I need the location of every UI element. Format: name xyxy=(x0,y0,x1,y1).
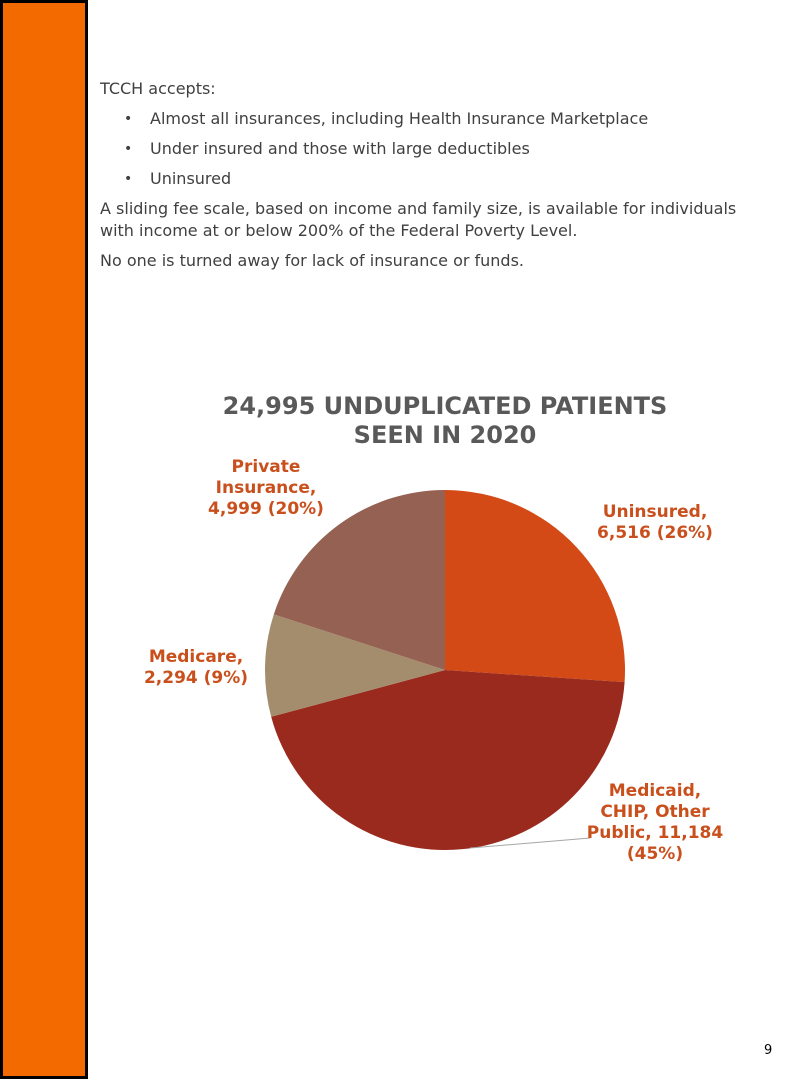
sliding-fee-paragraph: A sliding fee scale, based on income and family size, is available for individuals with income at or below 200% of the Federal Poverty Level. xyxy=(100,199,737,240)
bullet-icon: • xyxy=(124,171,133,187)
data-label-uninsured: Uninsured, 6,516 (26%) xyxy=(597,502,713,543)
pie-slice-uninsured xyxy=(445,490,625,682)
no-one-turned-away: No one is turned away for lack of insurance or funds. xyxy=(100,251,525,270)
list-item-text: Uninsured xyxy=(150,169,232,188)
list-item-text: Under insured and those with large deductibles xyxy=(150,139,530,158)
bullet-icon: • xyxy=(124,111,133,127)
page-number: 9 xyxy=(764,1043,773,1058)
bullet-icon: • xyxy=(124,141,133,157)
chart-title-line: SEEN IN 2020 xyxy=(353,421,537,449)
data-label-medicaid: Medicaid, CHIP, Other Public, 11,184 (45%) xyxy=(586,781,724,864)
list-item-text: Almost all insurances, including Health Insurance Marketplace xyxy=(150,109,649,128)
chart-title-line: 24,995 UNDUPLICATED PATIENTS xyxy=(222,392,668,420)
data-label-medicare: Medicare, 2,294 (9%) xyxy=(143,647,249,688)
intro-line: TCCH accepts: xyxy=(100,79,216,98)
data-label-private-insurance: Private Insurance, 4,999 (20%) xyxy=(208,457,324,519)
